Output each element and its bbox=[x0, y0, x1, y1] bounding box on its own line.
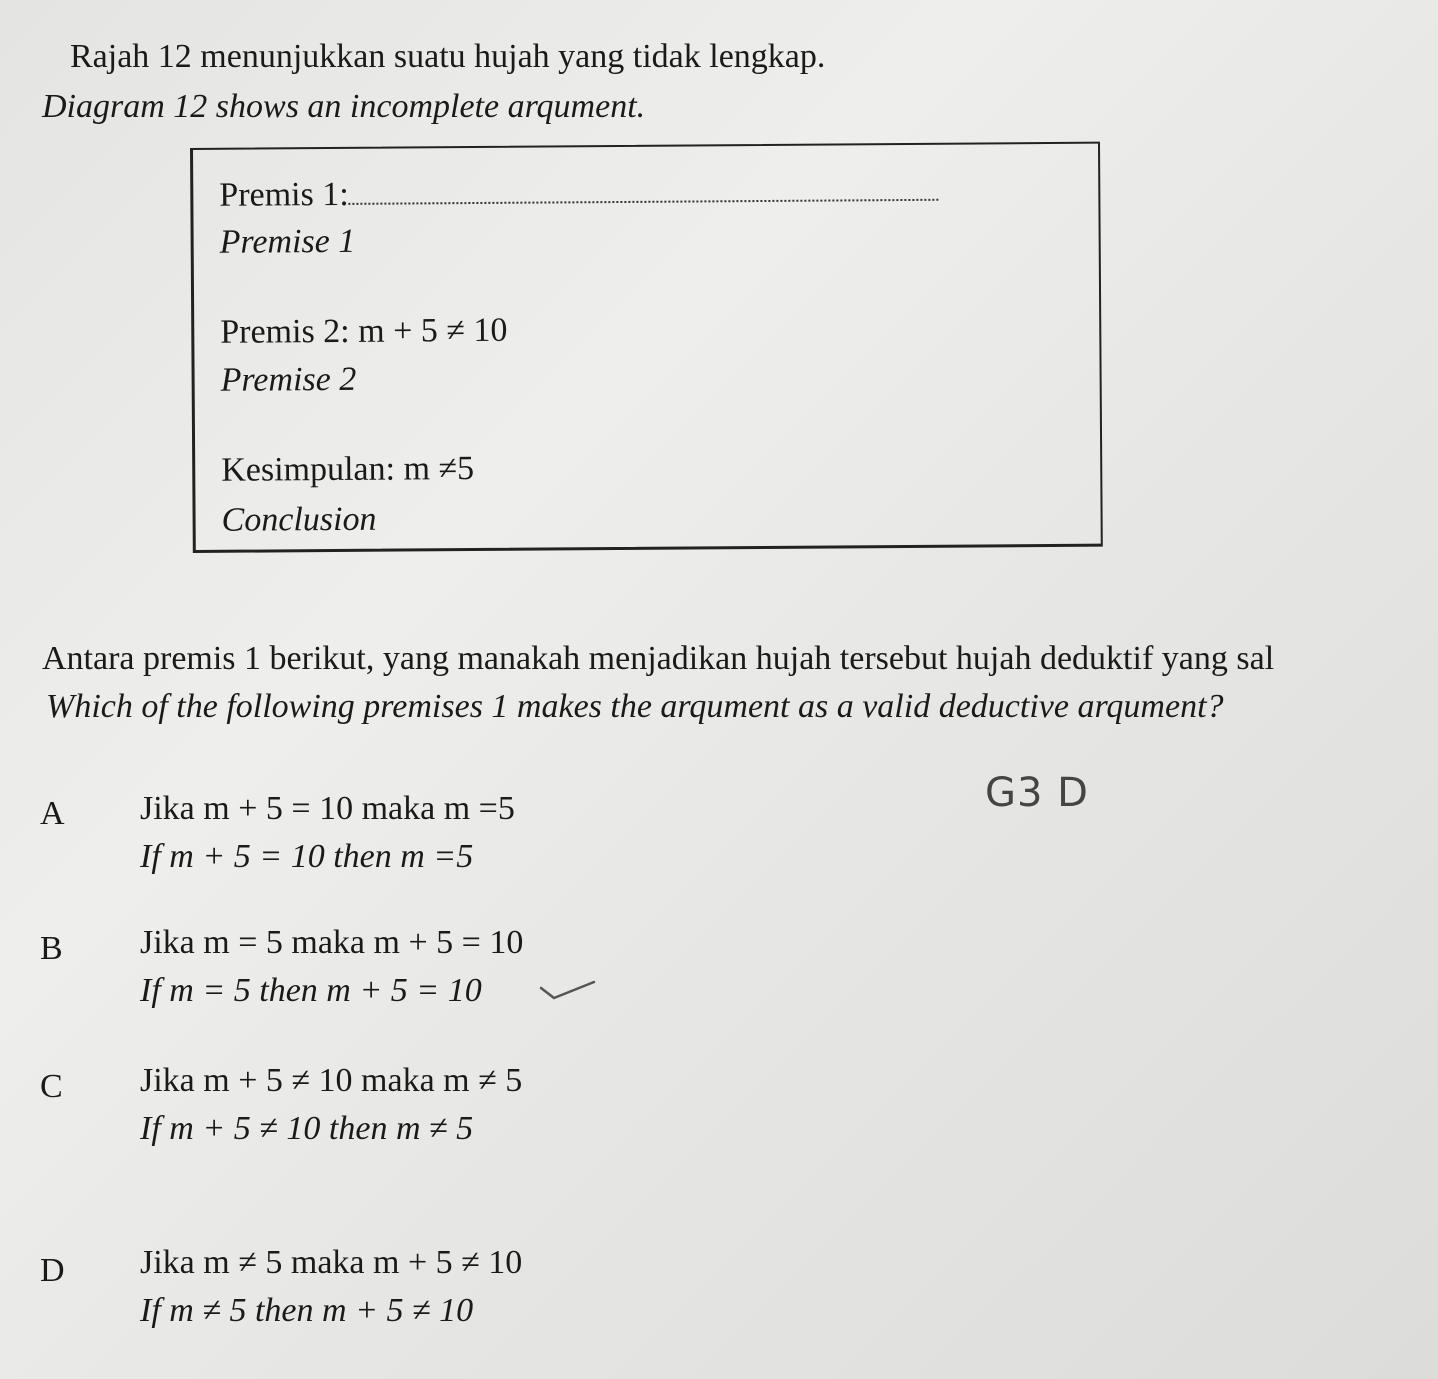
option-b-english: If m = 5 then m + 5 = 10 bbox=[140, 972, 482, 1009]
argument-diagram bbox=[190, 142, 1103, 553]
intro-english: Diagram 12 shows an incomplete arqument. bbox=[42, 88, 646, 125]
option-c-malay: Jika m + 5 ≠ 10 maka m ≠ 5 bbox=[140, 1062, 523, 1099]
checkmark-icon bbox=[538, 978, 598, 1002]
conclusion-malay: Kesimpulan: m ≠5 bbox=[221, 450, 475, 489]
option-d-english: If m ≠ 5 then m + 5 ≠ 10 bbox=[140, 1292, 474, 1329]
question-english: Which of the following premises 1 makes the arqument as a valid deductive arqument? bbox=[46, 688, 1224, 725]
intro-malay: Rajah 12 menunjukkan suatu hujah yang tidak lengkap. bbox=[70, 38, 826, 75]
option-a-letter: A bbox=[40, 795, 65, 832]
option-b-letter: B bbox=[40, 930, 63, 967]
premise1-english: Premise 1 bbox=[219, 222, 356, 261]
premise1-malay bbox=[219, 171, 939, 215]
premise2-english: Premise 2 bbox=[220, 360, 357, 399]
option-c-english: If m + 5 ≠ 10 then m ≠ 5 bbox=[140, 1110, 474, 1147]
option-d-letter: D bbox=[40, 1252, 65, 1289]
premise1-blank bbox=[349, 171, 939, 205]
option-b-malay: Jika m = 5 maka m + 5 = 10 bbox=[140, 924, 524, 961]
option-a-english: If m + 5 = 10 then m =5 bbox=[140, 838, 474, 875]
question-malay: Antara premis 1 berikut, yang manakah menjadikan hujah tersebut hujah deduktif yang sal bbox=[42, 640, 1275, 677]
handwritten-note: G3 D bbox=[985, 770, 1089, 816]
option-a-malay: Jika m + 5 = 10 maka m =5 bbox=[140, 790, 515, 827]
premise2-malay: Premis 2: m + 5 ≠ 10 bbox=[220, 311, 508, 351]
conclusion-english: Conclusion bbox=[221, 500, 377, 539]
premise1-malay-label: Premis 1: bbox=[219, 175, 349, 214]
option-d-malay: Jika m ≠ 5 maka m + 5 ≠ 10 bbox=[140, 1244, 523, 1281]
option-c-letter: C bbox=[40, 1068, 63, 1105]
